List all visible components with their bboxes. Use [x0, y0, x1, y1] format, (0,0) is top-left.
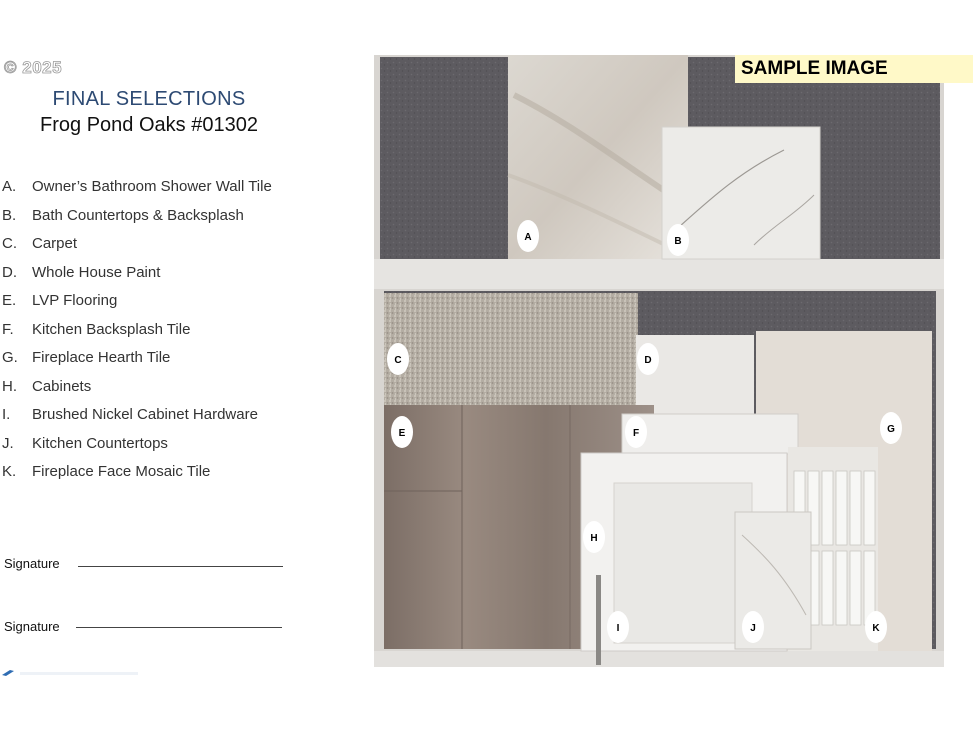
- marker-label: A: [524, 232, 532, 243]
- marker-label: B: [674, 236, 682, 247]
- list-item: [0, 262, 290, 284]
- marker-label: G: [887, 424, 895, 435]
- marker-K: [865, 611, 887, 643]
- item-label: Kitchen Countertops: [32, 434, 168, 452]
- page-title: FINAL SELECTIONS: [52, 88, 246, 110]
- marker-label: K: [872, 623, 880, 634]
- item-letter: C.: [2, 235, 17, 252]
- signature-line[interactable]: [76, 627, 282, 628]
- item-letter: K.: [2, 463, 17, 480]
- marker-E: [391, 416, 413, 448]
- item-label: Brushed Nickel Cabinet Hardware: [32, 406, 258, 423]
- marker-B: [667, 224, 689, 256]
- marker-H: [583, 521, 605, 553]
- list-item: [0, 176, 290, 198]
- list-item: [0, 290, 290, 312]
- sample-board-photo: [374, 55, 944, 667]
- item-label: Cabinets: [32, 377, 92, 395]
- marker-A: [517, 220, 539, 252]
- marker-label: J: [750, 623, 756, 634]
- item-label: Fireplace Face Mosaic Tile: [32, 463, 211, 480]
- list-item: [0, 319, 290, 341]
- item-label: Bath Countertops & Backsplash: [32, 206, 244, 224]
- item-label: Whole House Paint: [32, 263, 161, 281]
- item-letter: H.: [2, 377, 17, 395]
- marker-G: [880, 412, 902, 444]
- list-item: [0, 404, 290, 426]
- item-label: Fireplace Hearth Tile: [32, 349, 171, 366]
- logo-partial: [0, 668, 140, 676]
- marker-label: E: [398, 428, 406, 439]
- item-letter: F.: [2, 320, 14, 338]
- marker-I: [607, 611, 629, 643]
- list-item: [0, 461, 290, 483]
- signature-label: Signature: [4, 556, 60, 571]
- selections-list: [0, 176, 290, 490]
- marker-C: [387, 343, 409, 375]
- item-letter: D.: [2, 263, 17, 281]
- item-label: Kitchen Backsplash Tile: [32, 320, 191, 338]
- item-letter: G.: [2, 349, 18, 366]
- item-label: LVP Flooring: [32, 292, 118, 309]
- item-letter: I.: [2, 406, 11, 423]
- list-item: [0, 433, 290, 455]
- list-item: [0, 347, 290, 369]
- list-item: [0, 205, 290, 227]
- signature-line[interactable]: [78, 566, 283, 567]
- marker-label: H: [590, 533, 598, 544]
- marker-label: D: [644, 355, 652, 366]
- list-item: [0, 376, 290, 398]
- list-item: [0, 233, 290, 255]
- signature-label: Signature: [4, 619, 60, 634]
- marker-D: [637, 343, 659, 375]
- marker-F: [625, 416, 647, 448]
- item-label: Owner’s Bathroom Shower Wall Tile: [32, 178, 272, 195]
- item-letter: B.: [2, 206, 17, 224]
- materials-sample-board: [374, 55, 944, 667]
- marker-label: I: [616, 623, 620, 634]
- item-letter: J.: [2, 434, 14, 452]
- item-label: Carpet: [32, 235, 78, 252]
- marker-label: F: [632, 428, 640, 439]
- copyright-watermark: © 2025: [4, 58, 63, 77]
- marker-label: C: [394, 355, 402, 366]
- sample-image-label: SAMPLE IMAGE: [735, 55, 973, 83]
- item-letter: A.: [2, 178, 17, 195]
- marker-J: [742, 611, 764, 643]
- item-letter: E.: [2, 292, 17, 309]
- page-subtitle: Frog Pond Oaks #01302: [40, 114, 258, 136]
